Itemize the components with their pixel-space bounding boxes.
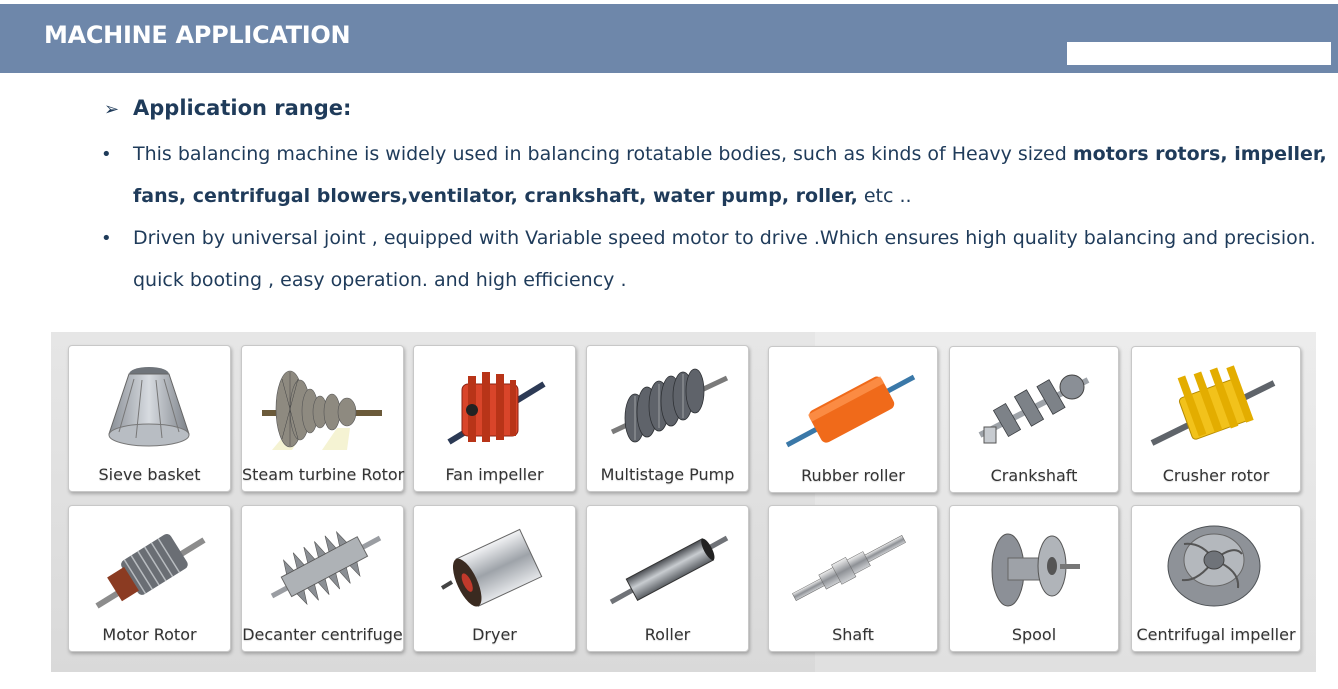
bullet-dot-icon: • [101, 228, 112, 249]
bullet-1-text: This balancing machine is widely used in balancing rotatable bodies, such as kinds of Heavy sized [133, 143, 1073, 165]
gallery-card-label: Spool [1011, 625, 1057, 644]
header-white-bar [1067, 42, 1331, 65]
bullet-dot-icon: • [101, 144, 112, 165]
gallery-card-label: Motor Rotor [102, 625, 197, 644]
gallery-card-label: Steam turbine Rotor [242, 465, 405, 484]
gallery-card-label: Centrifugal impeller [1136, 625, 1296, 644]
gallery-card [768, 346, 938, 493]
gallery-card [68, 505, 231, 652]
steam-turbine-rotor-icon [252, 354, 393, 460]
bullet-2-line-2: quick booting , easy operation. and high efficiency . [133, 269, 627, 291]
spool-icon [960, 514, 1101, 620]
heading-text: Application range: [133, 96, 352, 120]
gallery-card-label: Crusher rotor [1162, 466, 1270, 485]
gallery-card-label: Multistage Pump [600, 465, 735, 484]
gallery-card [241, 505, 404, 652]
multistage-pump-icon [597, 354, 738, 460]
bullet-1-text-2: etc .. [857, 185, 912, 207]
motor-rotor-icon [79, 514, 220, 620]
arrow-bullet-icon: ➢ [104, 99, 120, 120]
gallery-card [586, 505, 749, 652]
gallery-card [1131, 346, 1301, 493]
gallery-card-label: Sieve basket [98, 465, 201, 484]
gallery-card [586, 345, 749, 492]
gallery-card-label: Roller [644, 625, 691, 644]
gallery-card [949, 505, 1119, 652]
dryer-icon [424, 514, 565, 620]
page-title: MACHINE APPLICATION [44, 21, 351, 49]
gallery-card [413, 505, 576, 652]
sieve-basket-icon [79, 354, 220, 460]
gallery-card [949, 346, 1119, 493]
application-gallery [51, 332, 1316, 672]
bullet-1-bold-text-2: fans, centrifugal blowers,ventilator, crankshaft, water pump, roller, [133, 185, 858, 207]
gallery-card-label: Fan impeller [445, 465, 544, 484]
bullet-1-line-2 [133, 185, 912, 207]
roller-icon [597, 514, 738, 620]
gallery-card [241, 345, 404, 492]
centrifugal-impeller-icon [1142, 514, 1283, 620]
gallery-card-label: Crankshaft [990, 466, 1078, 485]
gallery-card-label: Dryer [472, 625, 517, 644]
fan-impeller-icon [424, 354, 565, 460]
crusher-rotor-icon [1142, 355, 1283, 461]
decanter-centrifuge-icon [252, 514, 393, 620]
crankshaft-icon [960, 355, 1101, 461]
section-header [0, 4, 1338, 73]
gallery-card [413, 345, 576, 492]
bullet-1-bold-text: motors rotors, impeller, [1072, 143, 1327, 165]
bullet-2-line-1: Driven by universal joint , equipped with Variable speed motor to drive .Which ensures high quality balancing and precision. [133, 227, 1316, 249]
bullet-1-line-1 [133, 143, 1327, 165]
gallery-card-label: Shaft [832, 625, 874, 644]
shaft-icon [779, 514, 920, 620]
gallery-card [1131, 505, 1301, 652]
gallery-card [768, 505, 938, 652]
rubber-roller-icon [779, 355, 920, 461]
application-range-heading [104, 96, 351, 120]
gallery-card-label: Rubber roller [801, 466, 905, 485]
gallery-card-label: Decanter centrifuge [242, 625, 403, 644]
gallery-card [68, 345, 231, 492]
